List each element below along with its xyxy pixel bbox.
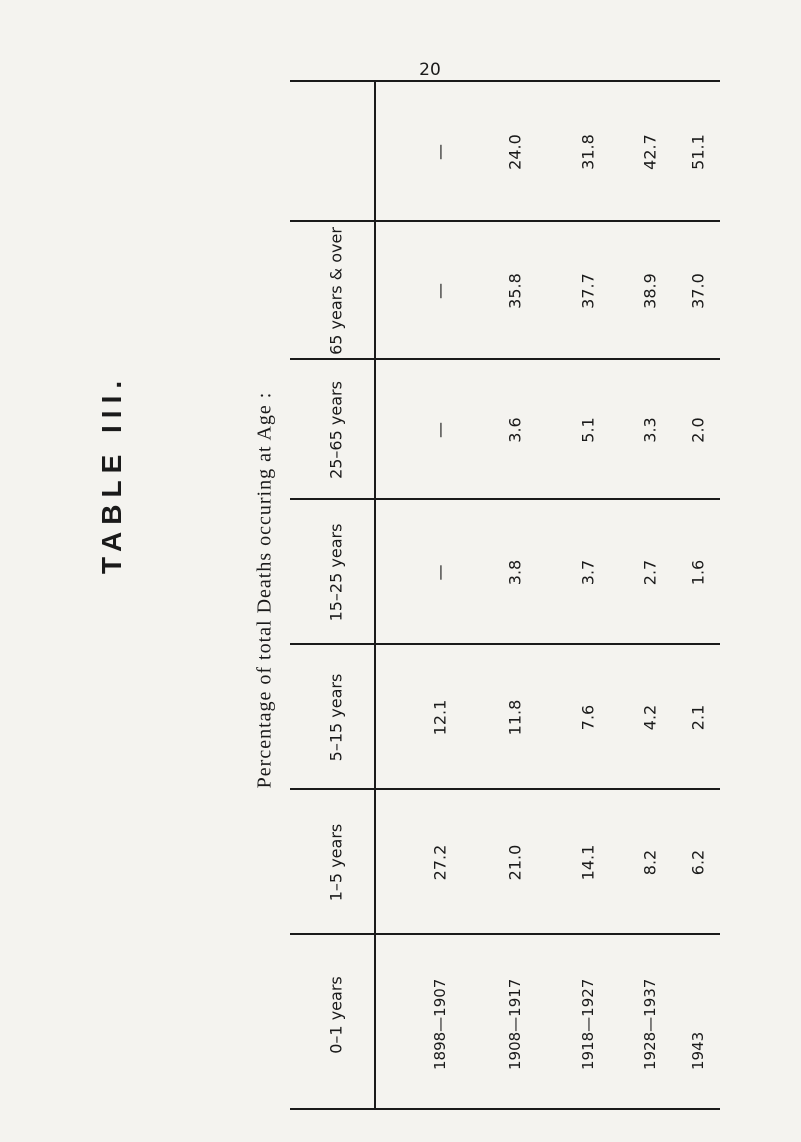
table-cell: — [430,422,450,438]
table-cell: 2.0 [688,417,708,443]
table-cell: 14.1 [578,844,598,881]
table-heading: Percentage of total Deaths occuring at Age : [253,391,276,789]
column-header: 5–15 years [326,673,346,762]
col-separator [290,934,720,936]
table-cell: 37.0 [688,273,708,309]
page-number: 20 [419,60,441,80]
col-separator [290,789,720,791]
table-cell: 8.2 [640,849,660,876]
row-period-label: 1908—1917 [506,978,524,1070]
table-top-border [290,1108,720,1110]
table-cell: — [430,564,450,581]
row-period-label: 1928—1937 [641,978,659,1070]
table-cell: 21.0 [505,844,525,881]
table-cell: 2.7 [640,559,660,586]
table-cell: 38.9 [640,273,660,309]
table-cell: 24.0 [505,134,525,170]
table-cell: 12.1 [430,699,450,736]
table-label: TABLE III. [95,373,127,574]
column-header: 1–5 years [326,823,346,902]
col-separator [290,499,720,501]
row-period-label: 1898—1907 [431,978,449,1070]
col-separator [290,221,720,223]
table-cell: 3.3 [640,417,660,443]
table-cell: 3.7 [578,559,598,586]
table-cell: — [430,283,450,299]
table-cell: 42.7 [640,134,660,170]
table-cell: 6.2 [688,849,708,876]
header-divider [374,80,376,1110]
column-header: 0–1 years [326,976,346,1054]
table-cell: 35.8 [505,273,525,309]
table-cell: 3.6 [505,417,525,443]
table-cell: 2.1 [688,704,708,731]
table-cell: 1.6 [688,559,708,586]
table-bottom-border [290,80,720,82]
table-cell: 51.1 [688,134,708,170]
table-cell: 27.2 [430,844,450,881]
table-cell: 37.7 [578,273,598,309]
table-cell: 5.1 [578,417,598,443]
table-cell: 3.8 [505,559,525,586]
col-separator [290,644,720,646]
col-separator [290,359,720,361]
table-cell: 11.8 [505,699,525,736]
column-header: 15–25 years [326,523,346,622]
mortality-table [290,80,720,1110]
table-cell: 7.6 [578,704,598,731]
column-header: 65 years & over [326,227,346,355]
table-cell: 4.2 [640,704,660,731]
column-header: 25–65 years [326,381,346,479]
row-period-label: 1918—1927 [579,978,597,1070]
table-cell: — [430,144,450,160]
table-cell: 31.8 [578,134,598,170]
row-period-label: 1943 [689,1031,707,1070]
